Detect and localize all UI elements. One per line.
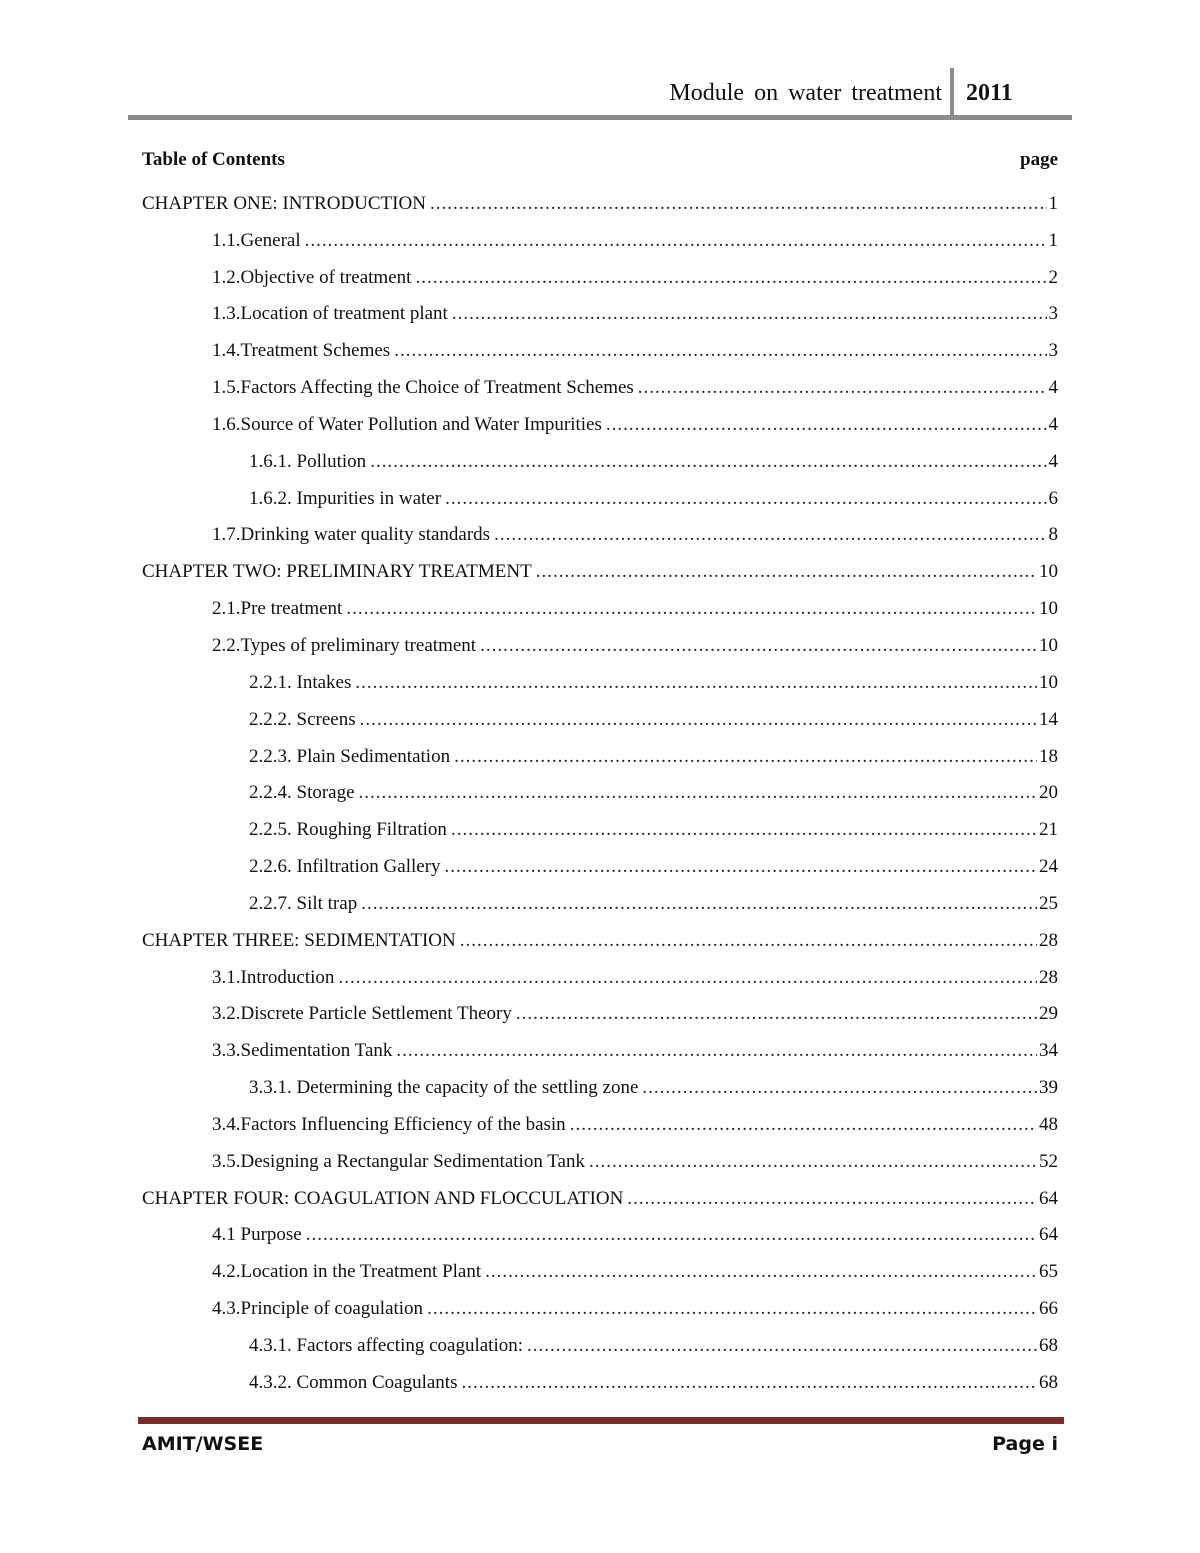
footer-rule <box>138 1417 1064 1424</box>
toc-entry[interactable] <box>142 220 1058 257</box>
toc-dot-leader <box>460 929 1037 953</box>
toc-entry-label: 2.2.3. Plain Sedimentation <box>249 745 454 769</box>
toc-entry-page: 4 <box>1048 377 1058 399</box>
toc-entry[interactable] <box>142 920 1058 957</box>
toc-entry-page: 64 <box>1039 1187 1058 1209</box>
toc-entry[interactable] <box>142 330 1058 367</box>
toc-dot-leader <box>606 413 1047 437</box>
toc-entry[interactable] <box>142 994 1058 1031</box>
toc-entry[interactable] <box>142 551 1058 588</box>
toc-dot-leader <box>360 708 1037 732</box>
toc-dot-leader <box>346 597 1037 621</box>
toc-dot-leader <box>642 1076 1037 1100</box>
toc-entry[interactable] <box>142 1251 1058 1288</box>
toc-entry-label: 4.1 Purpose <box>212 1223 306 1247</box>
toc-entry[interactable] <box>142 1325 1058 1362</box>
toc-entry-label: 3.1.Introduction <box>212 966 338 990</box>
toc-dot-leader <box>361 892 1037 916</box>
toc-entry-page: 65 <box>1039 1261 1058 1283</box>
toc-dot-leader <box>536 560 1037 584</box>
toc-entry[interactable] <box>142 1215 1058 1252</box>
toc-entry-label: 2.2.6. Infiltration Gallery <box>249 855 445 879</box>
toc-entry[interactable] <box>142 1104 1058 1141</box>
toc-entry-label: 3.2.Discrete Particle Settlement Theory <box>212 1002 516 1026</box>
toc-entry[interactable] <box>142 257 1058 294</box>
toc-entry-label: 3.4.Factors Influencing Efficiency of the basin <box>212 1113 570 1137</box>
toc-entry-page: 14 <box>1039 708 1058 730</box>
toc-entry[interactable] <box>142 404 1058 441</box>
page-header <box>0 0 1200 130</box>
header-rule <box>128 115 1072 120</box>
toc-heading-row <box>142 146 1058 174</box>
toc-entry-page: 3 <box>1048 340 1058 362</box>
toc-dot-leader <box>338 966 1037 990</box>
toc-entry-label: CHAPTER ONE: INTRODUCTION <box>142 192 430 216</box>
toc-entry-label: 1.7.Drinking water quality standards <box>212 523 494 547</box>
toc-dot-leader <box>589 1150 1037 1174</box>
toc-entry[interactable] <box>142 883 1058 920</box>
toc-dot-leader <box>451 818 1037 842</box>
toc-entry[interactable] <box>142 1030 1058 1067</box>
toc-entry[interactable] <box>142 1178 1058 1215</box>
toc-dot-leader <box>452 302 1047 326</box>
toc-entry-page: 34 <box>1039 1040 1058 1062</box>
toc-entry[interactable] <box>142 441 1058 478</box>
toc-entry-label: 4.3.Principle of coagulation <box>212 1297 427 1321</box>
toc-entry-page: 8 <box>1048 524 1058 546</box>
toc-entry-page: 48 <box>1039 1113 1058 1135</box>
toc-entry[interactable] <box>142 367 1058 404</box>
header-title: Module on water treatment <box>669 80 942 106</box>
toc-entry-page: 28 <box>1039 966 1058 988</box>
toc-dot-leader <box>370 450 1046 474</box>
toc-entry-page: 1 <box>1048 192 1058 214</box>
toc-entry-label: 1.6.1. Pollution <box>249 450 370 474</box>
toc-entry-label: 2.2.1. Intakes <box>249 671 355 695</box>
toc-entry-page: 4 <box>1048 413 1058 435</box>
toc-dot-leader <box>480 634 1037 658</box>
toc-entry-label: CHAPTER THREE: SEDIMENTATION <box>142 929 460 953</box>
toc-entry-page: 29 <box>1039 1003 1058 1025</box>
toc-entry-page: 4 <box>1048 450 1058 472</box>
toc-entry-page: 10 <box>1039 561 1058 583</box>
toc-entry-page: 3 <box>1048 303 1058 325</box>
toc-dot-leader <box>427 1297 1037 1321</box>
toc-entry-label: 1.6.Source of Water Pollution and Water Impurities <box>212 413 606 437</box>
toc-entry[interactable] <box>142 1362 1058 1399</box>
toc-entry-label: CHAPTER TWO: PRELIMINARY TREATMENT <box>142 560 536 584</box>
toc-entry-label: 2.2.7. Silt trap <box>249 892 361 916</box>
toc-entry[interactable] <box>142 183 1058 220</box>
toc-entry[interactable] <box>142 662 1058 699</box>
toc-entry[interactable] <box>142 515 1058 552</box>
toc-entry-label: 4.2.Location in the Treatment Plant <box>212 1260 485 1284</box>
toc-entry-label: 1.5.Factors Affecting the Choice of Treatment Schemes <box>212 376 638 400</box>
toc-entry-label: 2.2.Types of preliminary treatment <box>212 634 480 658</box>
toc-dot-leader <box>396 1039 1037 1063</box>
toc-entry-page: 64 <box>1039 1224 1058 1246</box>
toc-entry[interactable] <box>142 294 1058 331</box>
toc-entry[interactable] <box>142 625 1058 662</box>
footer-organization: AMIT/WSEE <box>142 1433 264 1455</box>
toc-heading: Table of Contents <box>142 149 285 170</box>
toc-entry[interactable] <box>142 736 1058 773</box>
toc-entry-label: 3.3.Sedimentation Tank <box>212 1039 396 1063</box>
toc-entry-label: 1.6.2. Impurities in water <box>249 487 445 511</box>
toc-entry-label: 1.1.General <box>212 229 305 253</box>
toc-entry-label: 1.4.Treatment Schemes <box>212 339 394 363</box>
toc-dot-leader <box>355 671 1037 695</box>
toc-entry-label: 2.2.5. Roughing Filtration <box>249 818 451 842</box>
toc-entry-label: 1.3.Location of treatment plant <box>212 302 452 326</box>
toc-entry-label: 2.2.4. Storage <box>249 781 359 805</box>
toc-entry[interactable] <box>142 1141 1058 1178</box>
toc-entry-label: 4.3.1. Factors affecting coagulation: <box>249 1334 527 1358</box>
toc-entry-page: 20 <box>1039 782 1058 804</box>
toc-entry-page: 28 <box>1039 929 1058 951</box>
toc-dot-leader <box>485 1260 1037 1284</box>
toc-dot-leader <box>516 1002 1037 1026</box>
toc-dot-leader <box>359 781 1037 805</box>
toc-entry[interactable] <box>142 846 1058 883</box>
toc-entry-label: 1.2.Objective of treatment <box>212 266 415 290</box>
toc-dot-leader <box>570 1113 1037 1137</box>
toc-dot-leader <box>415 266 1046 290</box>
header-year: 2011 <box>966 80 1013 106</box>
toc-entry-label: 2.2.2. Screens <box>249 708 360 732</box>
toc-entry-page: 21 <box>1039 819 1058 841</box>
toc-entry[interactable] <box>142 588 1058 625</box>
toc-dot-leader <box>494 523 1046 547</box>
toc-entry-page: 39 <box>1039 1077 1058 1099</box>
toc-entry-page: 10 <box>1039 634 1058 656</box>
toc-entry-page: 68 <box>1039 1335 1058 1356</box>
toc-entry-label: 4.3.2. Common Coagulants <box>249 1371 461 1395</box>
toc-entry[interactable] <box>142 699 1058 736</box>
toc-dot-leader <box>394 339 1046 363</box>
toc-dot-leader <box>454 745 1037 769</box>
toc-dot-leader <box>627 1187 1037 1211</box>
toc-entry[interactable] <box>142 809 1058 846</box>
toc-entry-page: 68 <box>1039 1371 1058 1393</box>
toc-dot-leader <box>430 192 1047 216</box>
toc-dot-leader <box>445 487 1046 511</box>
toc-entry[interactable] <box>142 1288 1058 1325</box>
toc-dot-leader <box>638 376 1047 400</box>
toc-entry-page: 25 <box>1039 892 1058 914</box>
toc-dot-leader <box>305 229 1047 253</box>
toc-page-column-heading: page <box>1020 149 1058 170</box>
toc-entry-label: 2.1.Pre treatment <box>212 597 346 621</box>
toc-entry-page: 1 <box>1048 229 1058 251</box>
toc-entry[interactable] <box>142 1067 1058 1104</box>
toc-dot-leader <box>461 1371 1037 1395</box>
toc-entry[interactable] <box>142 773 1058 810</box>
toc-dot-leader <box>306 1223 1037 1247</box>
toc-entry-page: 2 <box>1048 266 1058 288</box>
toc-entry-page: 6 <box>1048 487 1058 509</box>
toc-entry-page: 10 <box>1039 671 1058 693</box>
toc-entry[interactable] <box>142 957 1058 994</box>
toc-entry-page: 66 <box>1039 1298 1058 1320</box>
toc-entry-page: 24 <box>1039 856 1058 878</box>
header-divider <box>950 68 954 118</box>
toc-dot-leader <box>527 1334 1037 1358</box>
footer-page-number: Page i <box>992 1433 1058 1455</box>
toc-dot-leader <box>445 855 1037 879</box>
toc-entry-page: 52 <box>1039 1150 1058 1172</box>
toc-entry[interactable] <box>142 478 1058 515</box>
toc-entry-page: 18 <box>1039 745 1058 767</box>
toc-list <box>142 183 1058 1399</box>
toc-entry-page: 10 <box>1039 598 1058 620</box>
toc-entry-label: CHAPTER FOUR: COAGULATION AND FLOCCULATION <box>142 1187 627 1211</box>
toc-entry-label: 3.5.Designing a Rectangular Sedimentation Tank <box>212 1150 589 1174</box>
toc-entry-label: 3.3.1. Determining the capacity of the settling zone <box>249 1076 642 1100</box>
